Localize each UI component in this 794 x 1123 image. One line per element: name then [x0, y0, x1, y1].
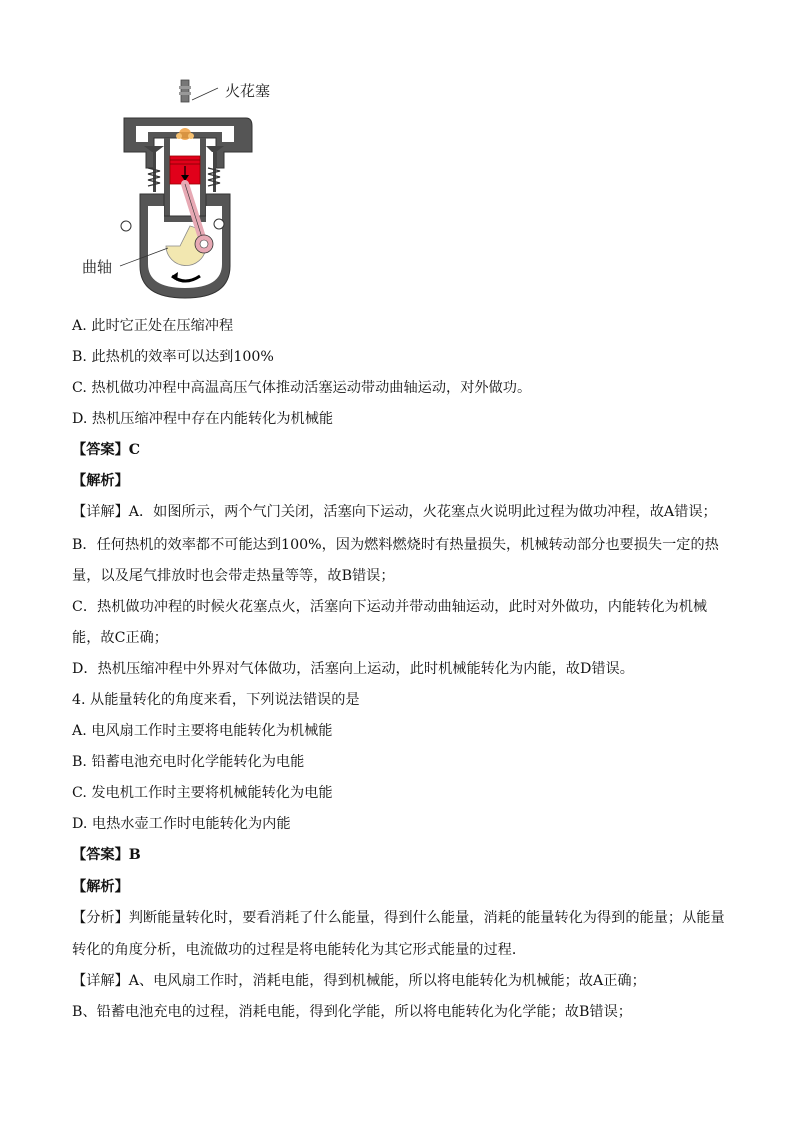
q4-option-a: A. 电风扇工作时主要将电能转化为机械能	[72, 723, 333, 739]
detail-c-2: 能，故C正确；	[72, 630, 168, 646]
q4-option-c: C. 发电机工作时主要将机械能转化为电能	[72, 785, 333, 801]
detail-b-1: B．任何热机的效率都不可能达到100%，因为燃料燃烧时有热量损失，机械转动部分也要损失一定的热	[72, 537, 719, 553]
option-c: C. 热机做功冲程中高温高压气体推动活塞运动带动曲轴运动，对外做功。	[72, 380, 532, 396]
answer-label: 【答案】C	[72, 442, 141, 458]
q4-analysis-2: 转化的角度分析，电流做功的过程是将电能转化为其它形式能量的过程．	[72, 942, 527, 958]
engine-diagram	[80, 76, 300, 306]
spark-plug-label: 火花塞	[225, 82, 271, 100]
crankshaft-label: 曲轴	[82, 258, 113, 276]
q4-detail-b: B、铅蓄电池充电的过程，消耗电能，得到化学能，所以将电能转化为化学能；故B错误；	[72, 1004, 632, 1020]
q4-detail-a: 【详解】A、电风扇工作时，消耗电能，得到机械能，所以将电能转化为机械能；故A正确；	[72, 973, 646, 989]
engine-illustration	[80, 76, 300, 306]
q4-option-d: D. 电热水壶工作时电能转化为内能	[72, 816, 291, 832]
q4-analysis-1: 【分析】判断能量转化时，要看消耗了什么能量，得到什么能量，消耗的能量转化为得到的能量；从能量	[72, 910, 725, 926]
detail-a: 【详解】A．如图所示，两个气门关闭，活塞向下运动，火花塞点火说明此过程为做功冲程，故A错误；	[72, 504, 717, 520]
q4-answer-label: 【答案】B	[72, 847, 141, 863]
detail-b-2: 量，以及尾气排放时也会带走热量等等，故B错误；	[72, 568, 395, 584]
option-a: A. 此时它正处在压缩冲程	[72, 318, 234, 334]
analysis-label: 【解析】	[72, 473, 129, 489]
question-4: 4. 从能量转化的角度来看，下列说法错误的是	[72, 692, 360, 708]
q4-option-b: B. 铅蓄电池充电时化学能转化为电能	[72, 754, 305, 770]
detail-c-1: C．热机做功冲程的时候火花塞点火，活塞向下运动并带动曲轴运动，此时对外做功，内能转化为机械	[72, 599, 708, 615]
q4-analysis-label: 【解析】	[72, 879, 129, 895]
detail-d: D．热机压缩冲程中外界对气体做功，活塞向上运动，此时机械能转化为内能，故D错误。	[72, 661, 634, 677]
option-b: B. 此热机的效率可以达到100%	[72, 349, 274, 365]
option-d: D. 热机压缩冲程中存在内能转化为机械能	[72, 411, 334, 427]
